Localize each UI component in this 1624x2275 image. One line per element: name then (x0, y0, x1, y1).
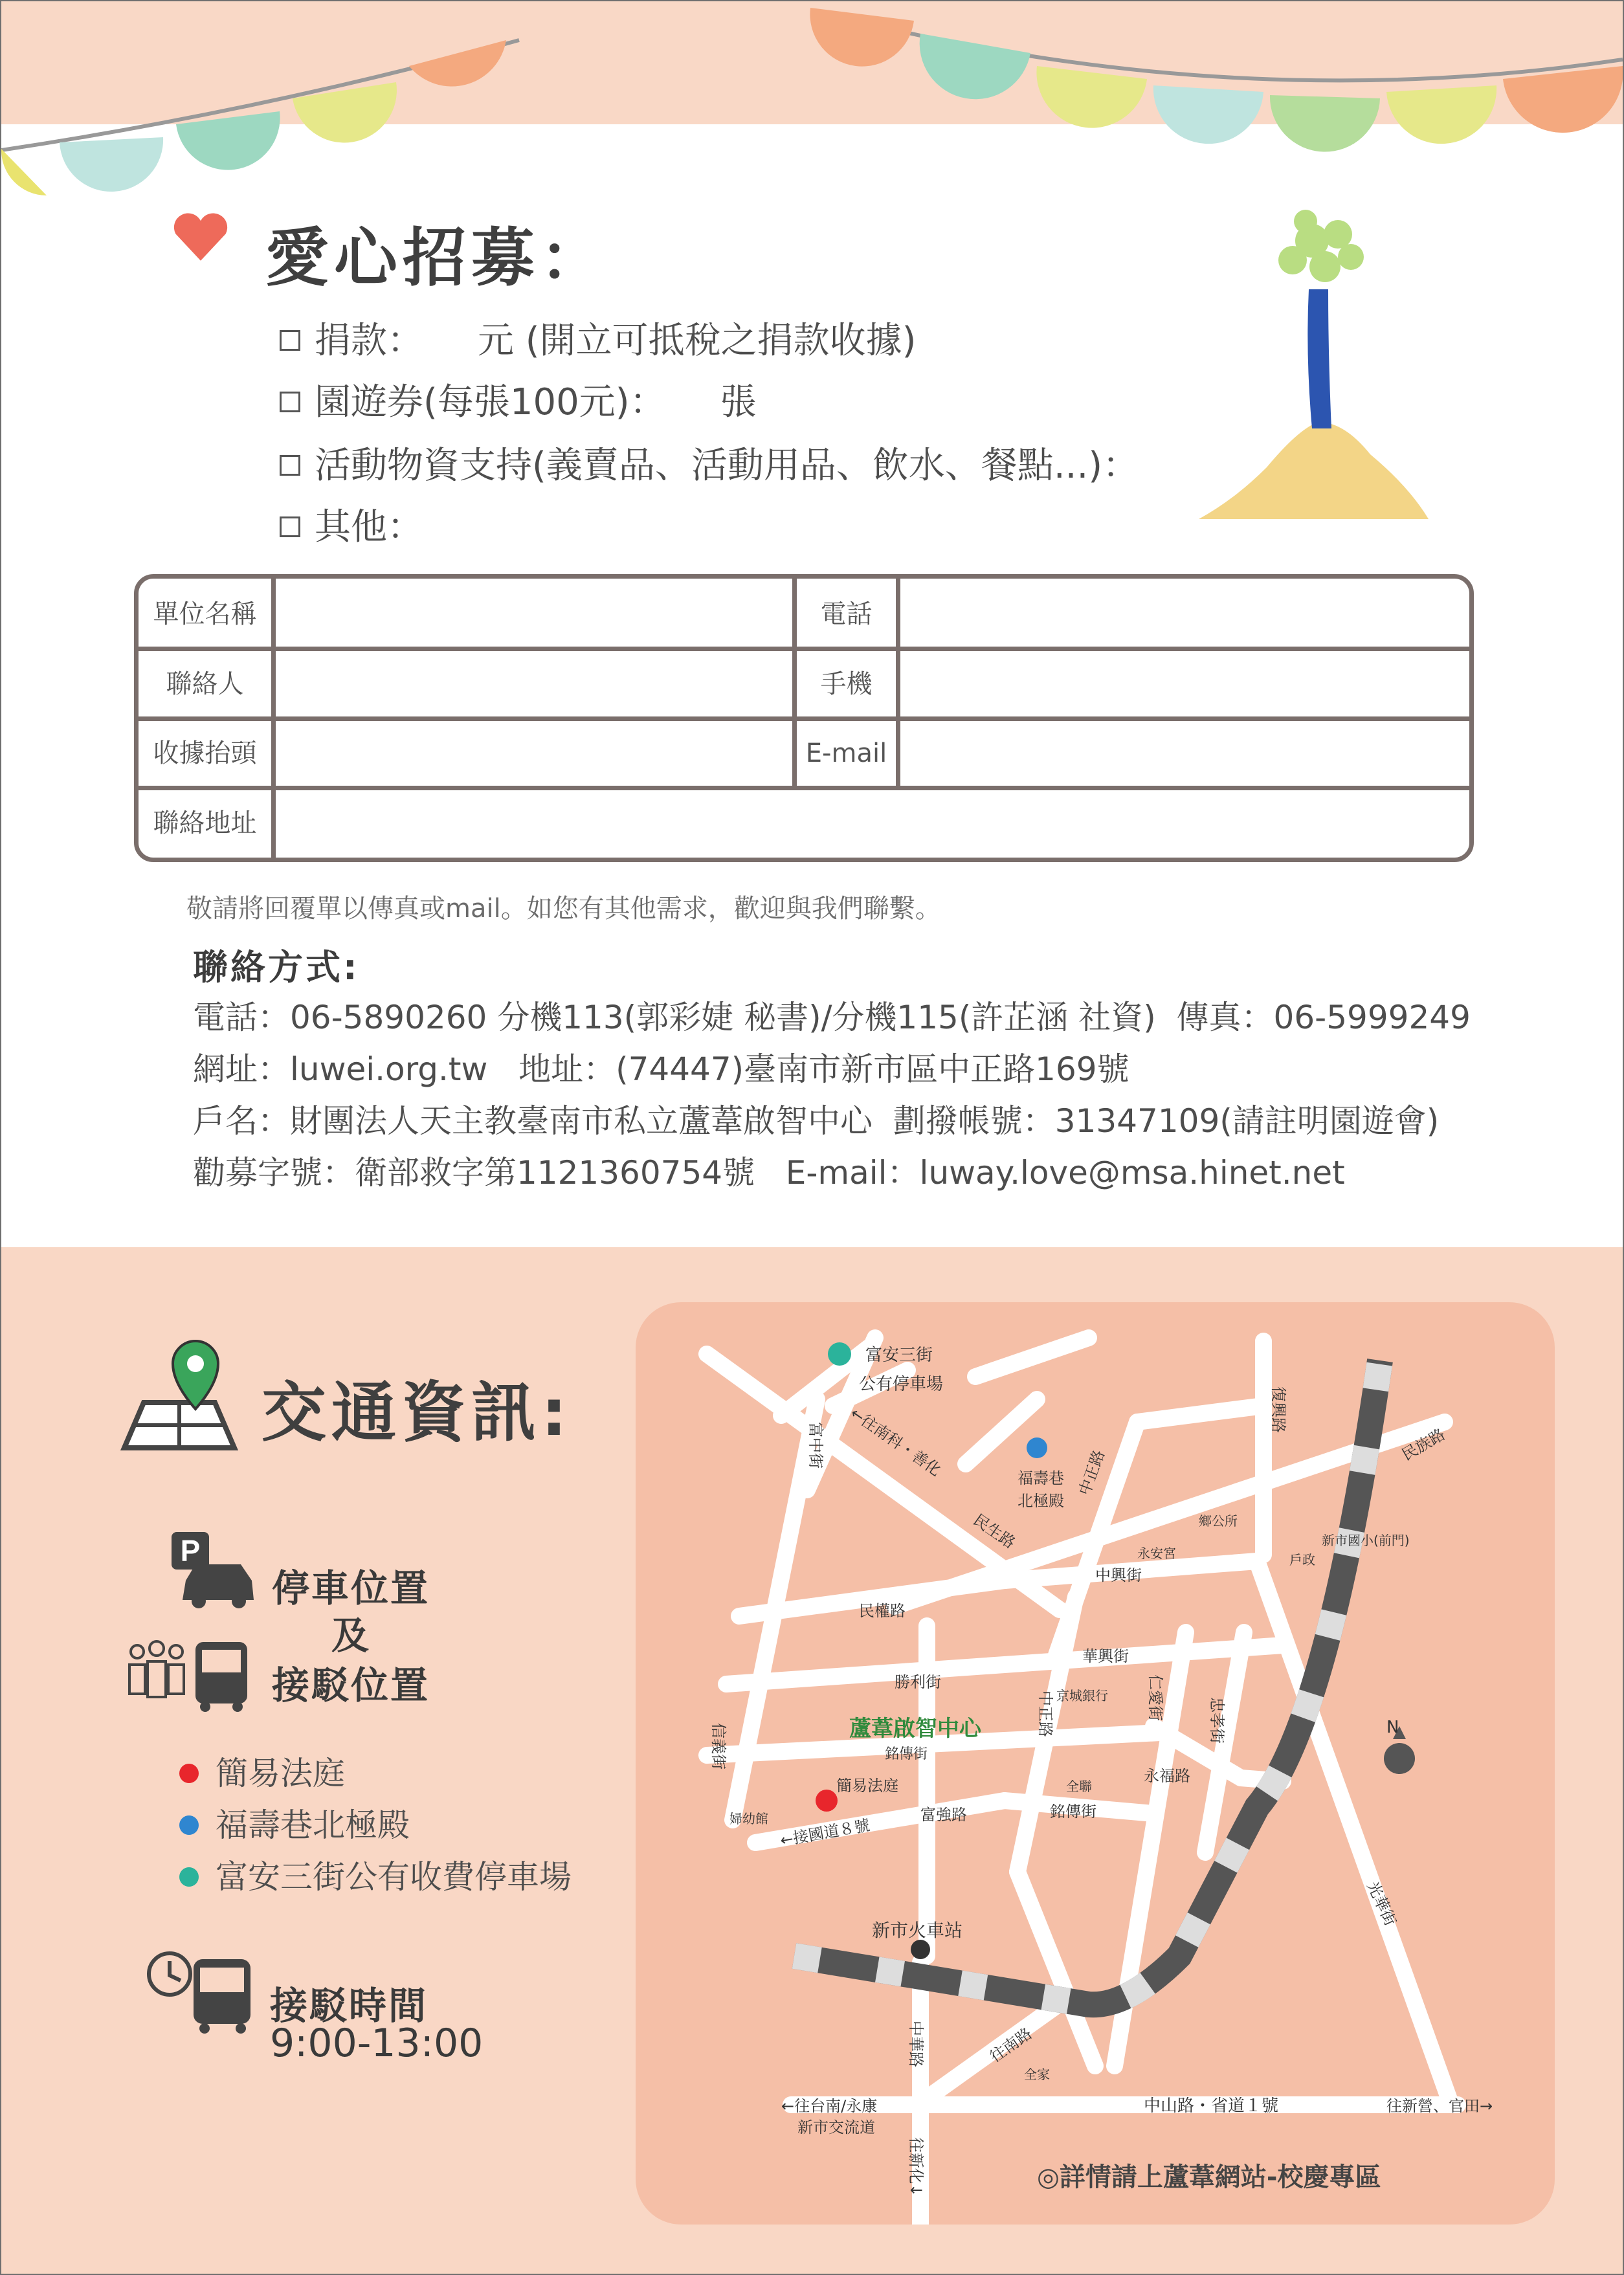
reply-note: 敬請將回覆單以傳真或mail。如您有其他需求，歡迎與我們聯繫。 (186, 894, 941, 924)
map-label: 京城銀行 (1056, 1688, 1108, 1703)
map-label: 勝利街 (895, 1673, 941, 1691)
map-label: 民生路 (970, 1510, 1019, 1553)
map-label: 往新化↓ (907, 2137, 925, 2197)
map-label: 永安宮 (1137, 1546, 1176, 1561)
map-label: ←往台南/永康 (781, 2097, 878, 2115)
label-address: 聯絡地址 (153, 808, 257, 838)
map-label: 福壽巷 (1018, 1469, 1064, 1487)
option-donation[interactable]: 捐款： 元 (開立可抵稅之捐款收據) (280, 312, 917, 364)
map-label: 光華街 (1363, 1878, 1400, 1929)
label-email: E-mail (805, 738, 887, 768)
shuttle-time: 9:00-13:00 (270, 2021, 484, 2066)
contact-title: 聯絡方式: (193, 947, 360, 988)
map-label: N (1386, 1718, 1399, 1737)
map-label: 銘傳街 (885, 1746, 928, 1762)
map-label: 銘傳街 (1050, 1803, 1096, 1821)
map-label: 公有停車場 (859, 1375, 944, 1394)
contact-line-phone: 電話：06-5890260 分機113(郭彩婕 秘書)/分機115(許芷涵 社資) 傳真：06-5999249 (193, 999, 1471, 1036)
shuttle-bus-icon (124, 1636, 250, 1713)
input-phone[interactable] (900, 579, 1470, 647)
map-label: 信義街 (709, 1723, 728, 1770)
map-label: 簡易法庭 (836, 1777, 898, 1795)
blue-dot-icon (179, 1815, 199, 1835)
input-mobile[interactable] (900, 651, 1470, 716)
legend-temple: 福壽巷北極殿 (179, 1799, 410, 1846)
option-supplies[interactable]: 活動物資支持(義賣品、活動用品、飲水、餐點...)： (280, 437, 1139, 489)
legend-parking-lot: 富安三街公有收費停車場 (179, 1851, 572, 1898)
map-label: 中華路 (907, 2021, 925, 2067)
map-label: 往南路 (986, 2024, 1036, 2066)
map-label: 新市火車站 (872, 1920, 963, 1941)
bunting-flags (1, 1, 1623, 208)
label-unit-name: 單位名稱 (153, 599, 257, 629)
option-tickets[interactable]: 園遊券(每張100元)： 張 (280, 373, 757, 425)
map-label: 中正路 (1075, 1447, 1109, 1498)
reply-form (134, 574, 1474, 862)
label-phone: 電話 (820, 599, 873, 629)
label-mobile: 手機 (820, 669, 873, 699)
map-label: 中正路 (1036, 1691, 1054, 1737)
shuttle-location-label: 接駁位置 (272, 1663, 430, 1707)
map-label: 中山路・省道１號 (1144, 2096, 1279, 2116)
heart-icon (171, 210, 230, 264)
location-map (636, 1302, 1555, 2225)
checkbox[interactable] (280, 516, 300, 537)
label-contact-person: 聯絡人 (166, 669, 244, 699)
map-label: 戶政 (1289, 1552, 1315, 1568)
donation-title: 愛心招募： (265, 221, 609, 295)
checkbox[interactable] (280, 455, 300, 476)
clock-bus-icon (145, 1949, 255, 2034)
input-unit-name[interactable] (276, 579, 792, 647)
input-email[interactable] (900, 721, 1470, 786)
map-label: 新市國小(前門) (1322, 1533, 1410, 1548)
tree-illustration (1196, 195, 1441, 526)
teal-dot-icon (179, 1867, 199, 1887)
input-contact-person[interactable] (276, 651, 792, 716)
transport-title: 交通資訊: (261, 1375, 572, 1450)
option-other[interactable]: 其他： (280, 498, 423, 550)
label-receipt-title: 收據抬頭 (153, 738, 257, 768)
input-receipt-title[interactable] (276, 721, 792, 786)
map-pin-icon (118, 1338, 241, 1451)
parking-and-label: 及 (331, 1614, 372, 1658)
map-label: 永福路 (1144, 1767, 1190, 1785)
map-label: 全聯 (1066, 1779, 1092, 1794)
svg-text:P: P (180, 1534, 201, 1568)
checkbox[interactable] (280, 330, 300, 351)
shuttle-time-label: 接駁時間 (270, 1984, 428, 2028)
map-label: 鄉公所 (1199, 1513, 1238, 1529)
map-label: 民族路 (1399, 1425, 1449, 1465)
map-label: 婦幼館 (729, 1811, 768, 1826)
map-label: ←往南科・善化 (847, 1403, 945, 1480)
map-label: 仁愛街 (1146, 1674, 1164, 1721)
parking-label: 停車位置 (272, 1566, 430, 1610)
map-label: 中興街 (1095, 1566, 1142, 1584)
map-label: 華興街 (1082, 1647, 1129, 1665)
map-label: 蘆葦啟智中心 (849, 1716, 981, 1742)
contact-line-account: 戶名：財團法人天主教臺南市私立蘆葦啟智中心 劃撥帳號：31347109(請註明園遊會) (193, 1102, 1440, 1140)
map-footer: ◎詳情請上蘆葦網站-校慶專區 (1037, 2162, 1381, 2192)
input-address[interactable] (276, 790, 1470, 858)
legend-court: 簡易法庭 (179, 1748, 345, 1794)
map-label: 北極殿 (1018, 1492, 1064, 1510)
contact-line-permit: 勸募字號：衛部救字第1121360754號 E-mail：luway.love@msa.hinet.net (193, 1154, 1345, 1192)
red-dot-icon (179, 1764, 199, 1783)
map-label: 富中街 (806, 1422, 825, 1469)
map-label: ←接國道８號 (779, 1816, 872, 1850)
parking-car-icon (166, 1529, 257, 1610)
map-label: 全家 (1024, 2067, 1050, 2082)
contact-line-website: 網址：luwei.org.tw 地址：(74447)臺南市新市區中正路169號 (193, 1050, 1129, 1088)
map-label: 民權路 (859, 1602, 906, 1620)
map-label: 富安三街 (865, 1346, 933, 1365)
map-label: 復興路 (1269, 1386, 1287, 1433)
map-label: 富強路 (920, 1806, 967, 1824)
map-label: 新市交流道 (797, 2118, 875, 2136)
map-label: 忠孝街 (1208, 1697, 1226, 1744)
checkbox[interactable] (280, 392, 300, 412)
map-label: 往新營、官田→ (1386, 2097, 1493, 2115)
